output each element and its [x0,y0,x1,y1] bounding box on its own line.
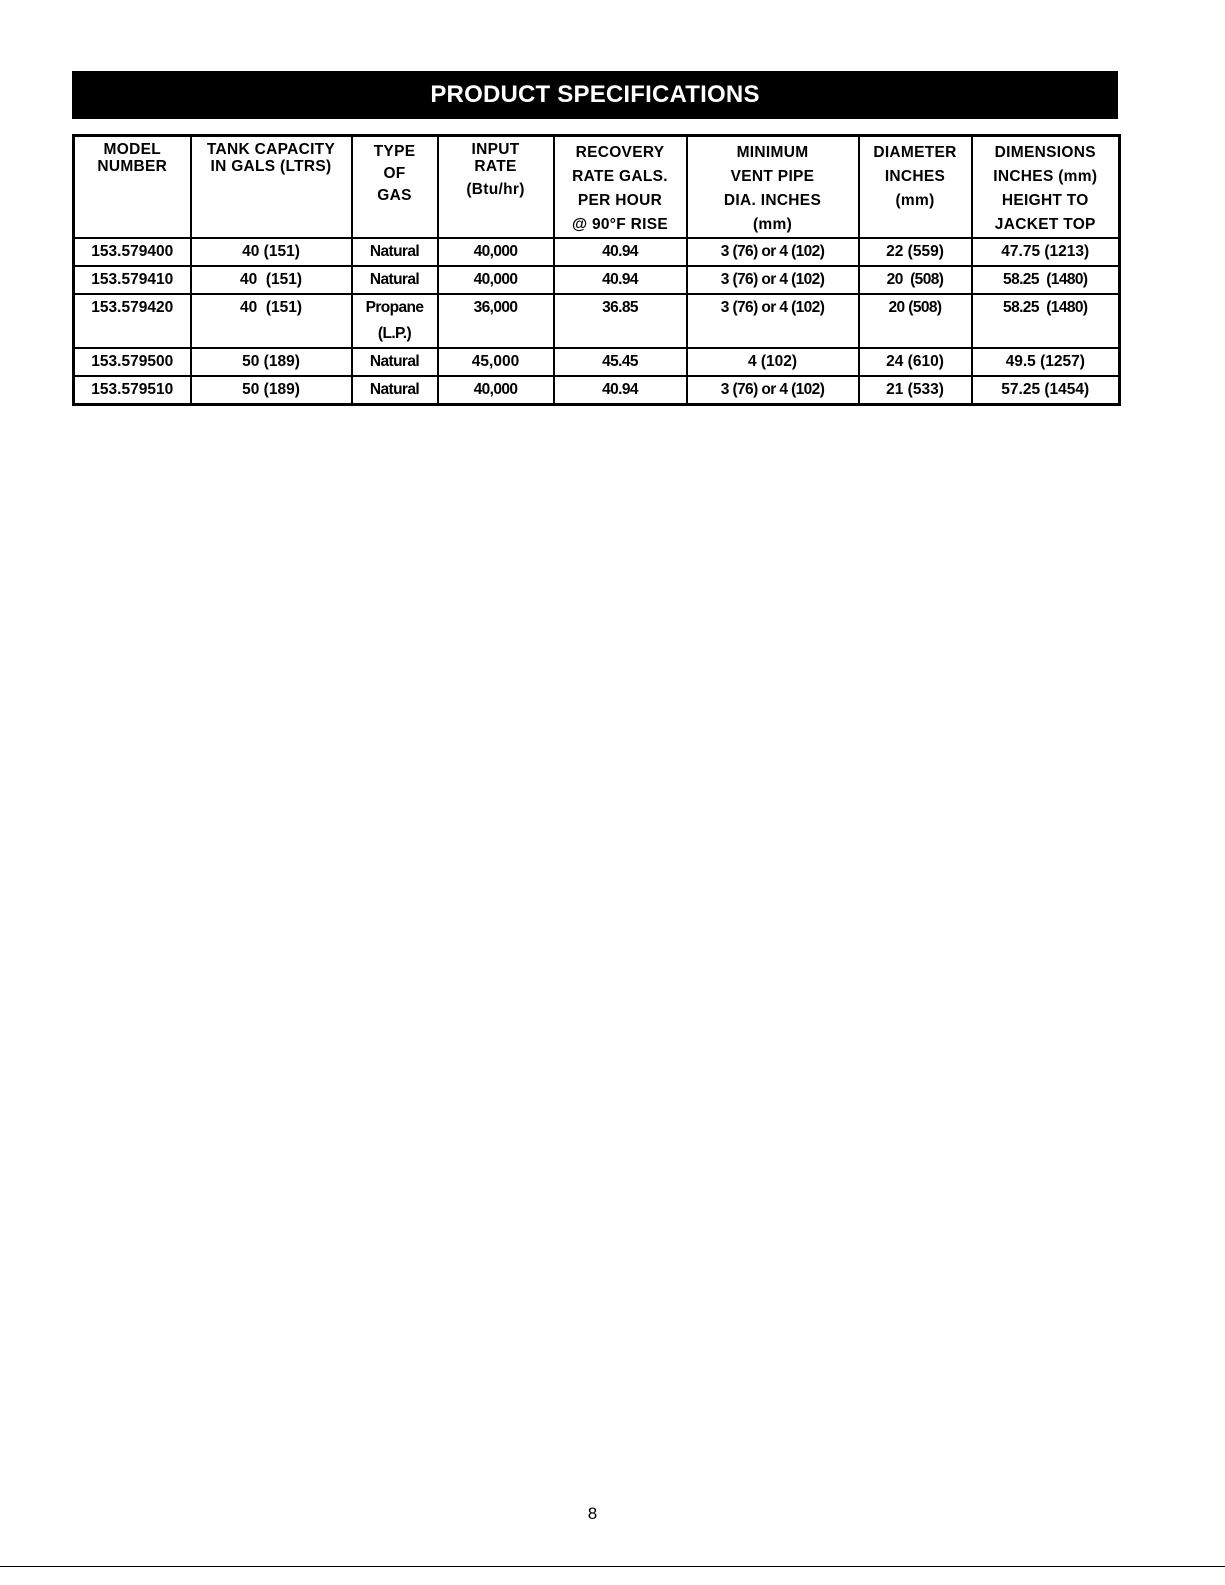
input-rate-cell: 45,000 [438,348,554,376]
diameter-cell: 24 (610) [859,348,972,376]
page-number: 8 [587,1504,598,1523]
diameter-cell: 21 (533) [859,376,972,405]
model-number-cell: 153.579410 [74,266,191,294]
table-row [74,294,1120,348]
column-header-input-rate: INPUT RATE (Btu/hr) [438,136,554,239]
table-header-row [74,136,1120,239]
gas-type-cell: Propane (L.P.) [352,294,438,348]
column-header-diameter: DIAMETER INCHES (mm) [859,136,972,239]
bottom-divider [0,1566,1225,1567]
recovery-rate-cell: 40.94 [554,376,687,405]
height-cell: 58.25 (1480) [972,266,1120,294]
table-row [74,376,1120,405]
diameter-cell: 22 (559) [859,238,972,266]
model-number-cell: 153.579400 [74,238,191,266]
page-title-text: PRODUCT SPECIFICATIONS [430,81,760,108]
page-title [72,71,1118,119]
product-specifications-table [72,134,1121,406]
table-row [74,348,1120,376]
gas-type-cell: Natural [352,348,438,376]
input-rate-cell: 40,000 [438,376,554,405]
recovery-rate-cell: 40.94 [554,238,687,266]
gas-type-cell: Natural [352,238,438,266]
column-header-dimensions: DIMENSIONS INCHES (mm) HEIGHT TO JACKET TOP [972,136,1120,239]
table-row [74,238,1120,266]
vent-pipe-cell: 3 (76) or 4 (102) [687,376,859,405]
vent-pipe-cell: 3 (76) or 4 (102) [687,294,859,348]
column-header-tank-capacity: TANK CAPACITY IN GALS (LTRS) [191,136,352,239]
tank-capacity-cell: 50 (189) [191,348,352,376]
recovery-rate-cell: 45.45 [554,348,687,376]
diameter-cell: 20 (508) [859,294,972,348]
vent-pipe-cell: 3 (76) or 4 (102) [687,238,859,266]
tank-capacity-cell: 40 (151) [191,238,352,266]
input-rate-cell: 40,000 [438,266,554,294]
column-header-minimum-vent-pipe: MINIMUM VENT PIPE DIA. INCHES (mm) [687,136,859,239]
tank-capacity-cell: 40 (151) [191,294,352,348]
height-cell: 47.75 (1213) [972,238,1120,266]
column-header-recovery-rate: RECOVERY RATE GALS. PER HOUR @ 90°F RISE [554,136,687,239]
column-header-type-of-gas: TYPE OF GAS [352,136,438,239]
table-row [74,266,1120,294]
recovery-rate-cell: 36.85 [554,294,687,348]
input-rate-cell: 40,000 [438,238,554,266]
vent-pipe-cell: 4 (102) [687,348,859,376]
height-cell: 57.25 (1454) [972,376,1120,405]
height-cell: 49.5 (1257) [972,348,1120,376]
model-number-cell: 153.579500 [74,348,191,376]
input-rate-cell: 36,000 [438,294,554,348]
gas-type-cell: Natural [352,376,438,405]
diameter-cell: 20 (508) [859,266,972,294]
tank-capacity-cell: 50 (189) [191,376,352,405]
recovery-rate-cell: 40.94 [554,266,687,294]
column-header-model-number: MODEL NUMBER [74,136,191,239]
model-number-cell: 153.579510 [74,376,191,405]
vent-pipe-cell: 3 (76) or 4 (102) [687,266,859,294]
tank-capacity-cell: 40 (151) [191,266,352,294]
height-cell: 58.25 (1480) [972,294,1120,348]
model-number-cell: 153.579420 [74,294,191,348]
gas-type-cell: Natural [352,266,438,294]
